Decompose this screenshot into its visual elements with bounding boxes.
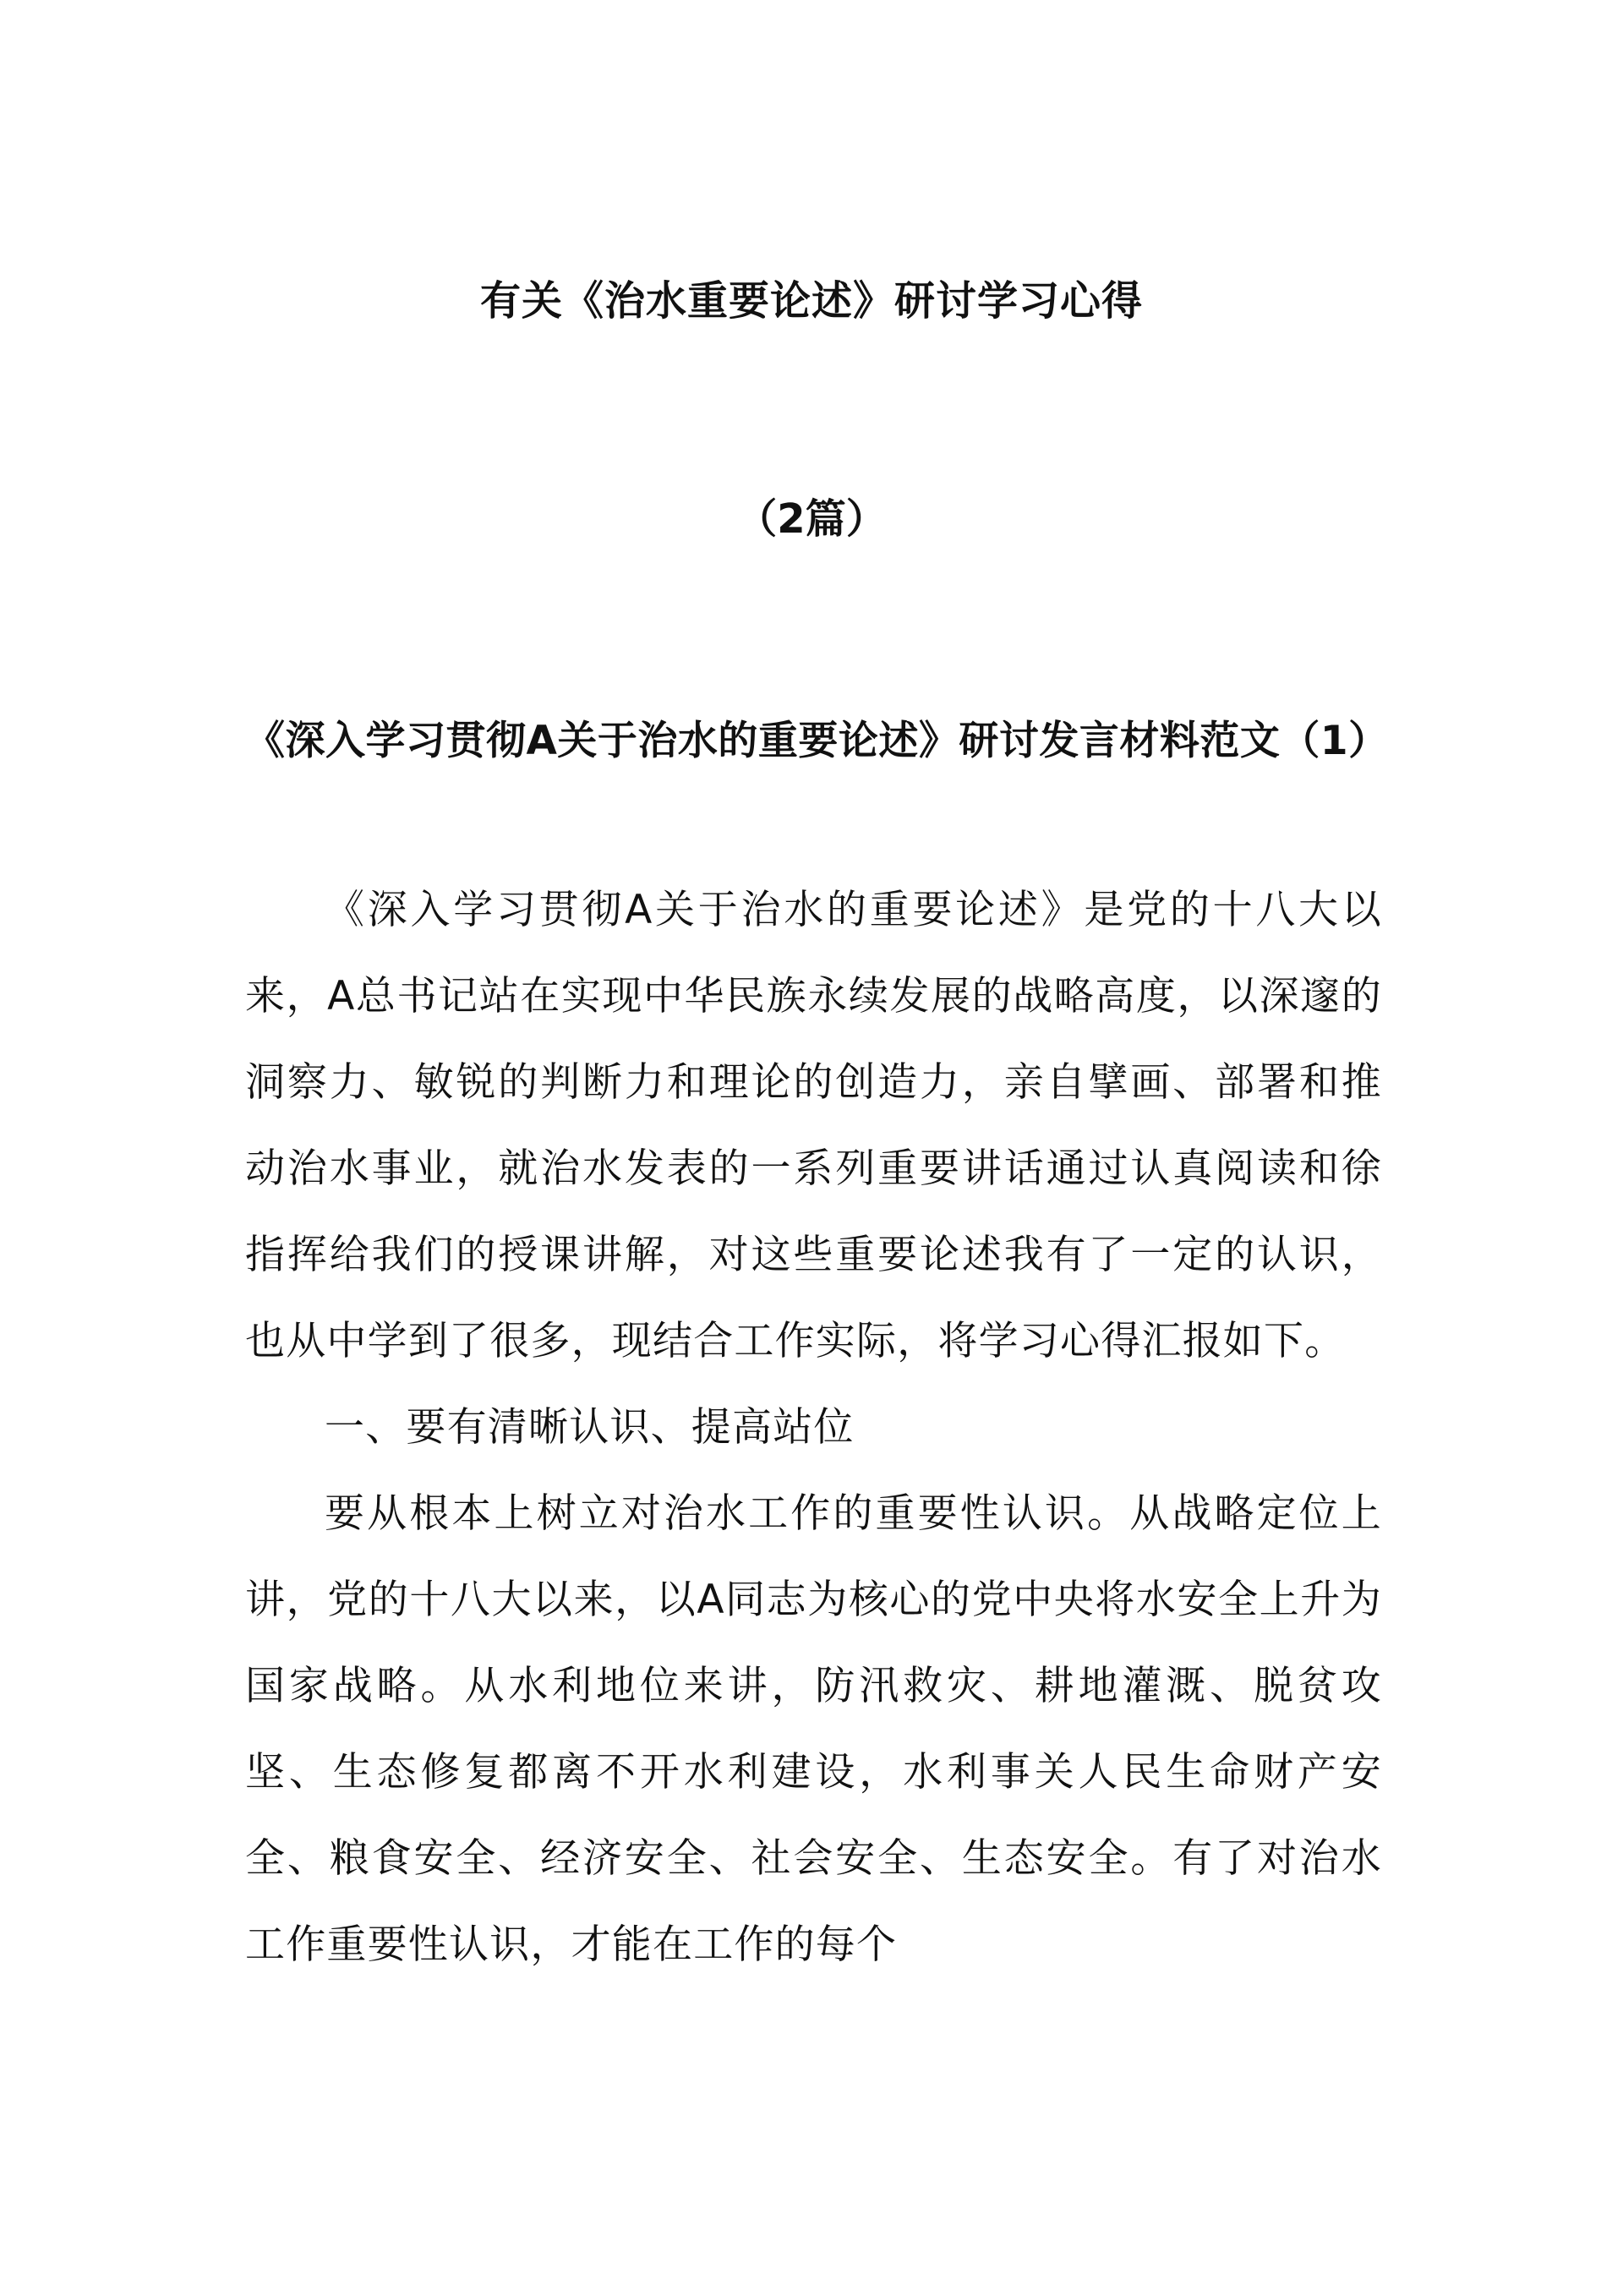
article-title: 《深入学习贯彻A关于治水的重要论述》研讨发言材料范文（1） xyxy=(245,718,1389,764)
document-title: 有关《治水重要论述》研讨学习心得 xyxy=(479,277,1143,325)
document-subtitle: （2篇） xyxy=(736,495,887,543)
paragraph-section-1: 要从根本上树立对治水工作的重要性认识。从战略定位上讲，党的十八大以来，以A同志为核心的党中央将水安全上升为国家战略。从水利地位来讲，防汛救灾、耕地灌溉、脱贫攻坚、生态修复都离不开水利建设，水利事关人民生命财产安全、粮食安全、经济安全、社会安全、生态安全。有了对治水工作重要性认识，才能在工作的每个 xyxy=(245,1490,1382,1968)
paragraph-intro: 《深入学习贯彻A关于治水的重要论述》是党的十八大以来，A总书记站在实现中华民族永续发展的战略高度，以深邃的洞察力、敏锐的判断力和理论的创造力，亲自擘画、部署和推动治水事业，就治水发表的一系列重要讲话通过认真阅读和徐指挥给我们的授课讲解，对这些重要论述我有了一定的认识，也从中学到了很多，现结合工作实际，将学习心得汇报如下。 xyxy=(245,887,1382,1364)
section-heading-1: 一、要有清晰认识、提高站位 xyxy=(325,1404,855,1451)
document-body xyxy=(245,867,1382,1988)
